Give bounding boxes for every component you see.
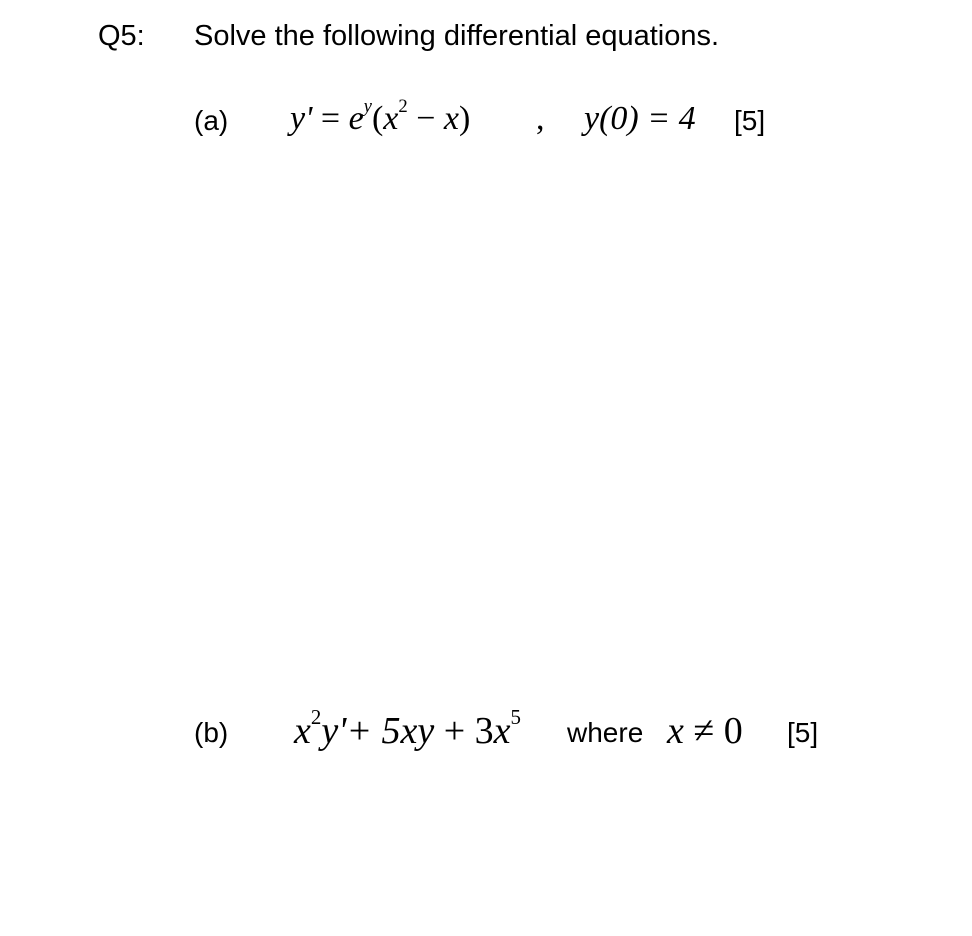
eq-b-plus: + bbox=[434, 710, 475, 752]
eq-b-t1-power: 2 bbox=[310, 705, 322, 730]
cond-b-relation: ≠ bbox=[683, 710, 724, 752]
part-b-equation bbox=[294, 705, 521, 753]
eq-a-close-paren: ) bbox=[459, 100, 471, 137]
part-a-label: (a) bbox=[194, 105, 229, 136]
cond-b-var: x bbox=[667, 710, 684, 752]
eq-b-t3-var: x bbox=[493, 710, 511, 752]
eq-a-minus: − bbox=[407, 100, 444, 137]
part-b-where: where bbox=[567, 717, 644, 748]
eq-a-var2: x bbox=[443, 100, 459, 137]
eq-a-equals: = bbox=[312, 100, 349, 137]
eq-a-lhs: y' bbox=[290, 100, 313, 137]
eq-b-t2: 5xy bbox=[381, 710, 435, 752]
eq-a-power: 2 bbox=[398, 96, 408, 118]
eq-a-var: x bbox=[383, 100, 399, 137]
part-a-initial-condition: y(0) = 4 bbox=[584, 100, 696, 137]
cond-b-value: 0 bbox=[723, 710, 743, 752]
eq-a-open-paren: ( bbox=[371, 100, 384, 137]
part-b-marks: [5] bbox=[787, 717, 819, 748]
question-number: Q5: bbox=[98, 20, 145, 52]
part-a-marks: [5] bbox=[734, 105, 766, 136]
question-instruction: Solve the following differential equations. bbox=[194, 20, 720, 52]
part-a-separator: , bbox=[536, 100, 545, 137]
eq-b-t3-power: 5 bbox=[510, 705, 521, 730]
part-b-condition bbox=[667, 709, 743, 753]
eq-b-t1-var: x bbox=[294, 710, 311, 752]
eq-b-t1-rest: y'+ bbox=[321, 710, 382, 752]
eq-a-base: e bbox=[348, 100, 364, 137]
part-a-equation bbox=[290, 96, 471, 138]
eq-a-exponent: y bbox=[363, 96, 372, 118]
part-b-label: (b) bbox=[194, 717, 229, 748]
eq-b-t3-coef: 3 bbox=[474, 710, 494, 752]
